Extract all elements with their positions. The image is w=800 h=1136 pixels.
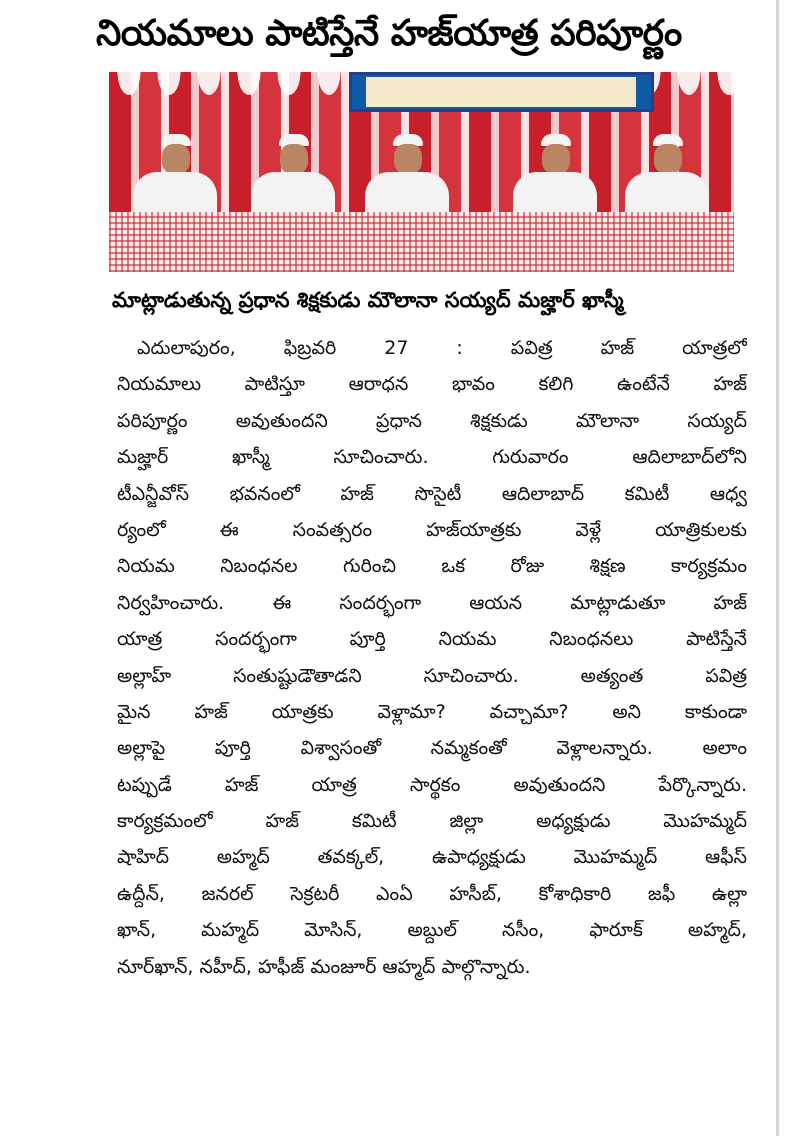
article-line: ఉద్దీన్, జనరల్ సెక్రటరీ ఎంఏ హసీబ్, కోశాధికారి జఫీ ఉల్లా xyxy=(117,882,747,905)
person-speaker xyxy=(509,134,601,216)
article-line: టీఎన్జీవోస్ భవనంలో హజ్ సొసైటీ ఆదిలాబాద్ కమిటీ ఆధ్వ xyxy=(117,482,747,505)
article-line: యాత్ర సందర్భంగా పూర్తి నియమ నిబంధనలు పాటిస్తేనే xyxy=(117,628,747,651)
article-line: నియమాలు పాటిస్తూ ఆరాధన భావం కలిగి ఉంటేనే హజ్ xyxy=(117,373,747,396)
article-line: నూర్‌ఖాన్, నహీద్, హఫీజ్ మంజూర్ ఆహ్మద్ పాల్గొన్నారు. xyxy=(117,955,531,978)
article-line: పరిపూర్ణం అవుతుందని ప్రధాన శిక్షకుడు మౌలానా సయ్యద్ xyxy=(117,409,747,432)
article-line: షాహిద్ అహ్మద్ తవక్కల్, ఉపాధ్యక్షుడు మొహమ్మద్ ఆఫీస్ xyxy=(117,846,747,869)
article-line: మైన హజ్ యాత్రకు వెళ్లామా? వచ్చామా? అని కాకుండా xyxy=(117,700,747,723)
article-line: నియమ నిబంధనల గురించి ఒక రోజు శిక్షణ కార్యక్రమం xyxy=(117,555,747,578)
headline: నియమాలు పాటిస్తేనే హజ్‌యాత్ర పరిపూర్ణం xyxy=(96,13,682,54)
article-line: నిర్వహించారు. ఈ సందర్భంగా ఆయన మాట్లాడుతూ హజ్ xyxy=(117,591,747,614)
banner-artwork xyxy=(366,77,636,107)
article-line: అల్లాపై పూర్తి విశ్వాసంతో నమ్మకంతో వెళ్లాలన్నారు. అలాం xyxy=(117,737,747,760)
column-divider xyxy=(776,0,779,1136)
article-line: అల్లాహ్ సంతుష్టుడౌతాడని సూచించారు. అత్యంత పవిత్ర xyxy=(117,664,747,687)
person-5 xyxy=(621,134,713,216)
article-line: ఎదులాపురం, ఫిబ్రవరి 27 : పవిత్ర హజ్ యాత్రలో xyxy=(137,337,747,359)
photo-caption: మాట్లాడుతున్న ప్రధాన శిక్షకుడు మౌలానా సయ్యద్ మజ్హార్ ఖాస్మీ xyxy=(112,288,624,312)
article-line: టప్పుడే హజ్ యాత్ర సార్థకం అవుతుందని పేర్కొన్నారు. xyxy=(117,773,747,796)
article-body xyxy=(117,330,747,985)
stage-banner xyxy=(349,72,654,112)
article-line: ర్యంలో ఈ సంవత్సరం హజ్‌యాత్రకు వెళ్లే యాత్రికులకు xyxy=(117,518,747,541)
person-1 xyxy=(129,134,221,216)
article-line: కార్యక్రమంలో హజ్ కమిటీ జిల్లా అధ్యక్షుడు మొహమ్మద్ xyxy=(117,810,747,833)
person-3 xyxy=(361,134,453,216)
tablecloth xyxy=(109,212,734,272)
news-photo xyxy=(109,72,734,272)
article-line: ఖాన్, మహ్మద్ మోసిన్, అబ్దుల్ నసీం, ఫారూక్ అహ్మద్, xyxy=(117,919,747,942)
person-2 xyxy=(247,134,339,216)
article-line: మజ్హార్ ఖాస్మీ సూచించారు. గురువారం ఆదిలాబాద్‌లోని xyxy=(117,446,747,469)
